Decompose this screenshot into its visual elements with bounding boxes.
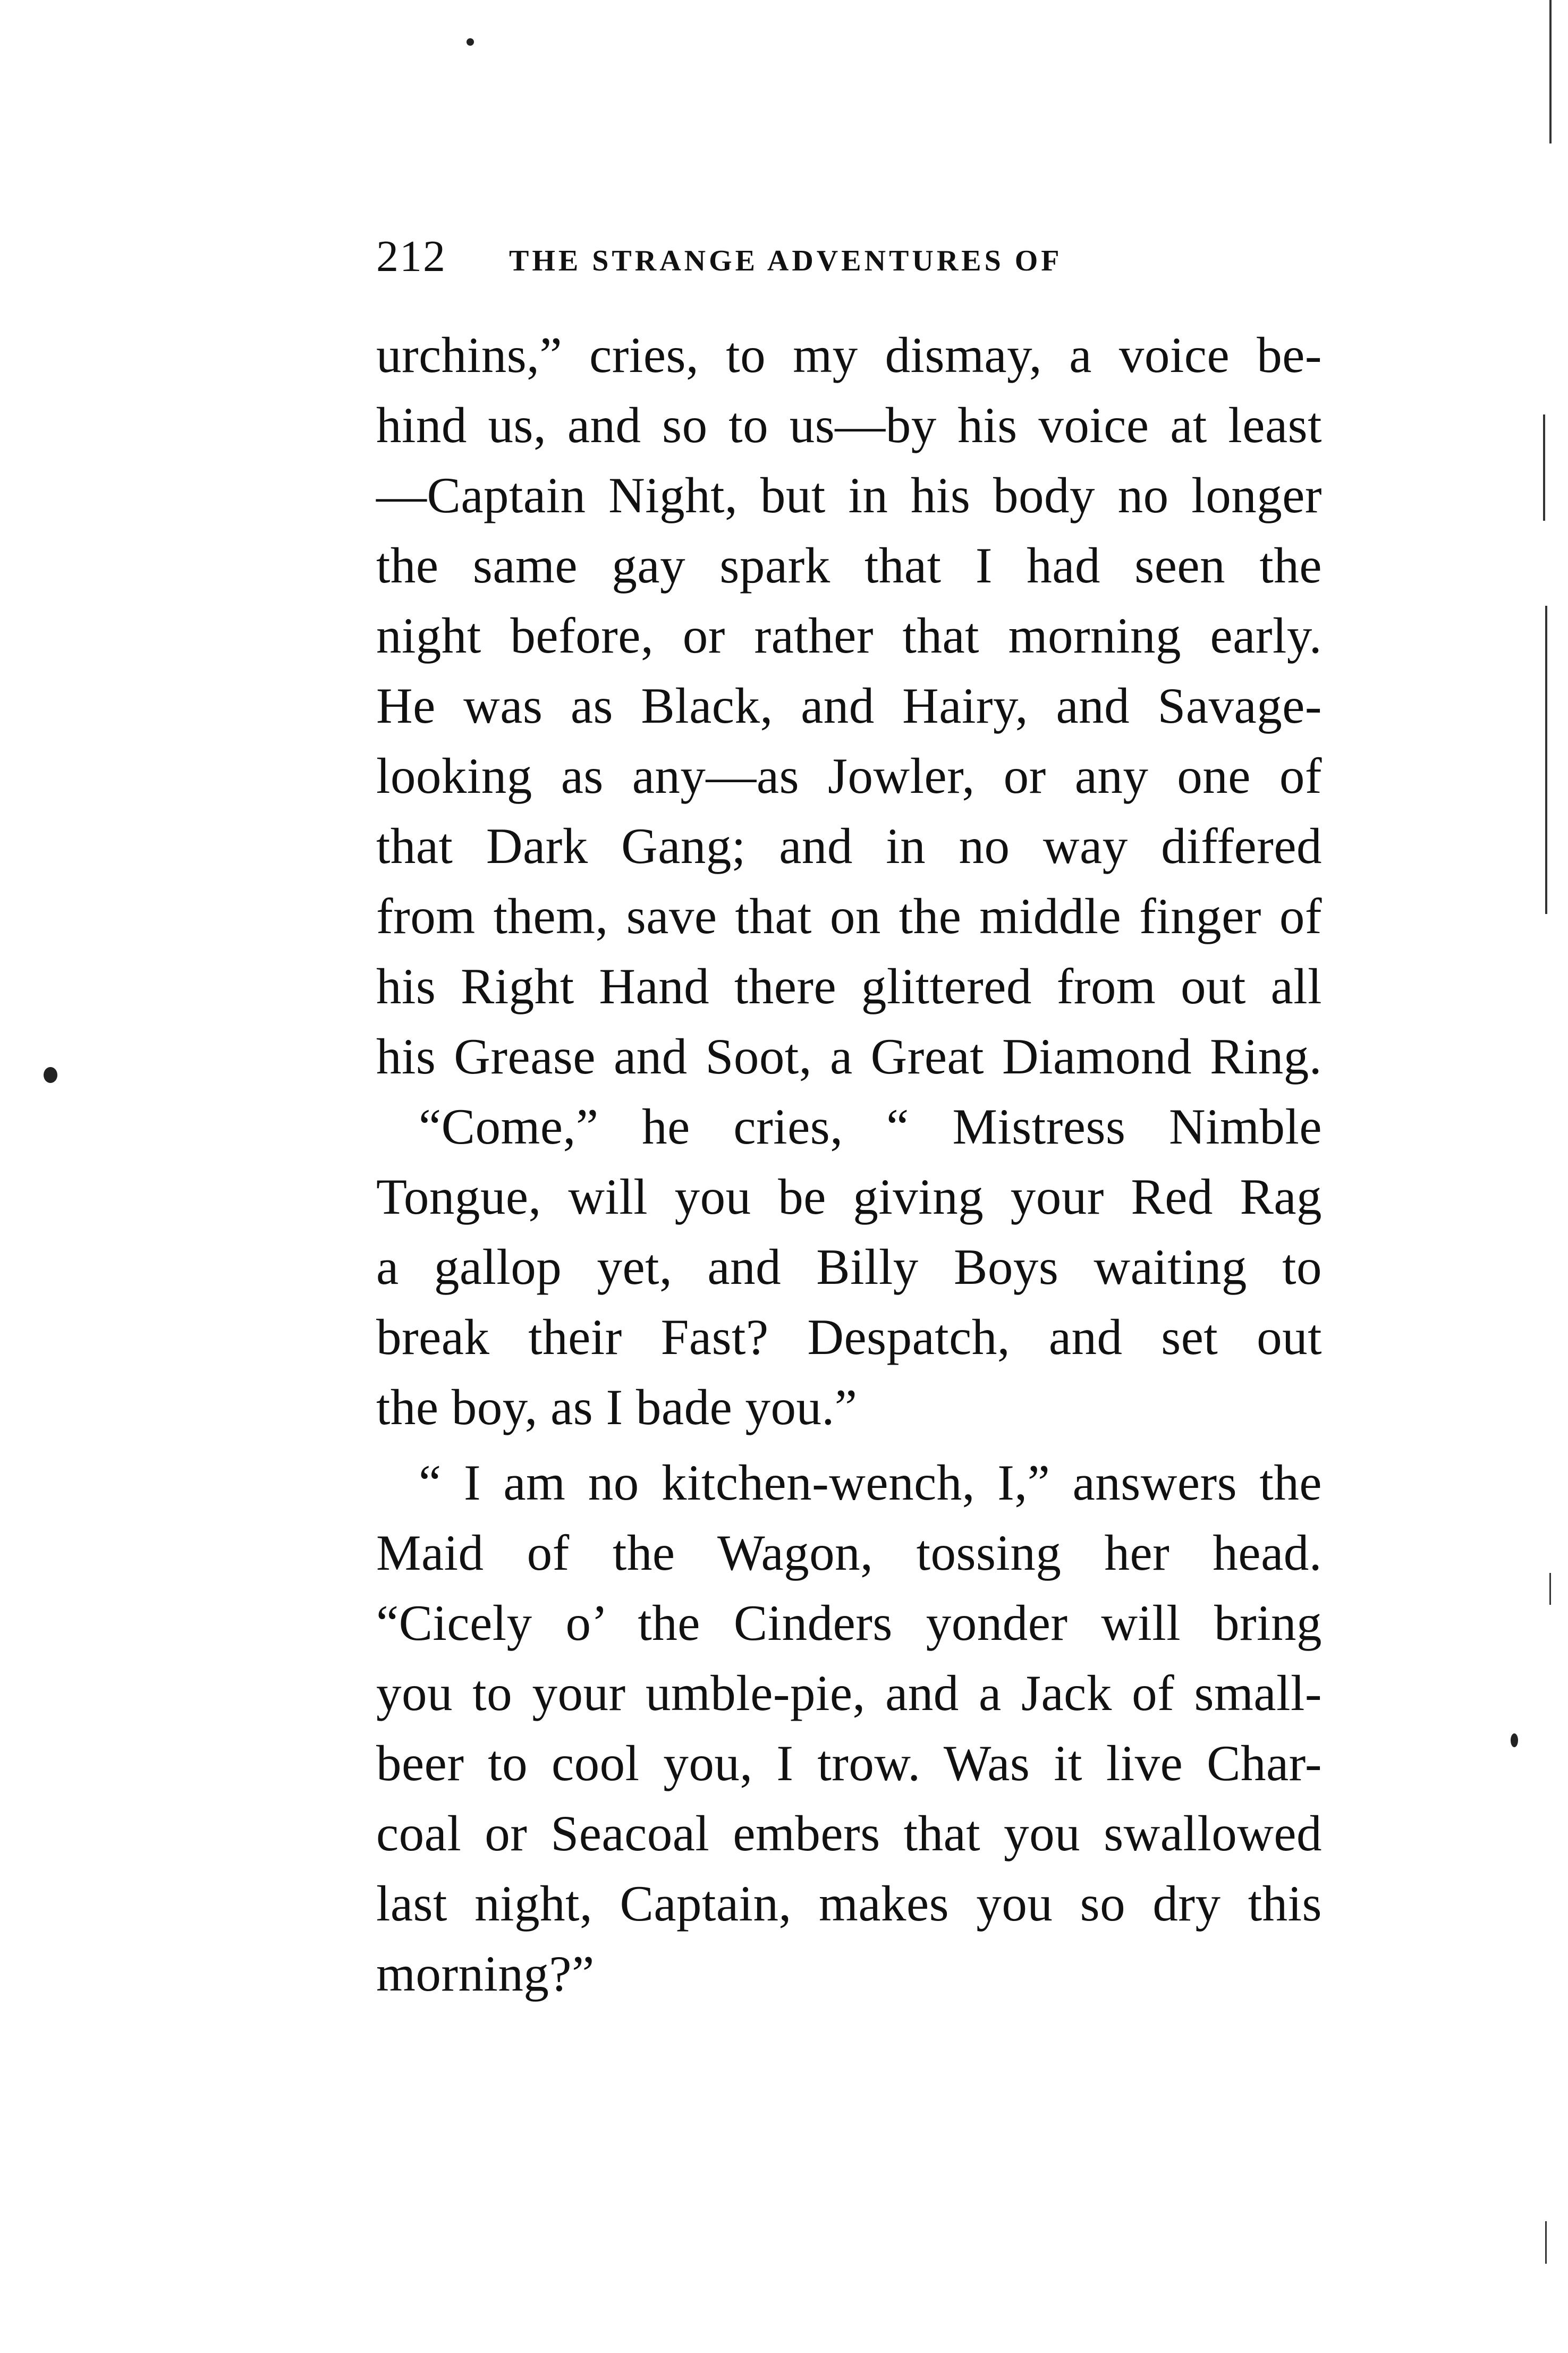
page-number: 212 bbox=[376, 232, 446, 281]
text-line: looking as any—as Jowler, or any one of bbox=[376, 748, 1322, 804]
text-line: “Cicely o’ the Cinders yonder will bring bbox=[376, 1595, 1322, 1651]
text-line: He was as Black, and Hairy, and Savage- bbox=[376, 678, 1322, 734]
text-line: a gallop yet, and Billy Boys waiting to bbox=[376, 1239, 1322, 1295]
scan-edge-line-1 bbox=[1549, 0, 1552, 143]
text-line-paragraph-start: “ I am no kitchen-wench, I,” answers the bbox=[419, 1454, 1322, 1511]
text-line: Maid of the Wagon, tossing her head. bbox=[376, 1525, 1322, 1581]
text-line: you to your umble-pie, and a Jack of small- bbox=[376, 1665, 1322, 1721]
scan-edge-line-2 bbox=[1543, 414, 1545, 521]
text-line: his Right Hand there glittered from out all bbox=[376, 958, 1322, 1014]
text-line: the same gay spark that I had seen the bbox=[376, 537, 1322, 594]
text-line: Tongue, will you be giving your Red Rag bbox=[376, 1169, 1322, 1225]
text-line-paragraph-end: the boy, as I bade you.” bbox=[376, 1379, 858, 1435]
ink-dot-left-margin bbox=[44, 1067, 57, 1083]
text-line: beer to cool you, I trow. Was it live Char- bbox=[376, 1735, 1322, 1791]
running-title: THE STRANGE ADVENTURES OF bbox=[509, 244, 1063, 277]
ink-mark-right-margin bbox=[1511, 1733, 1518, 1747]
body-text bbox=[376, 320, 1322, 2009]
ink-dot-top bbox=[467, 38, 474, 46]
text-line: night before, or rather that morning early. bbox=[376, 607, 1322, 664]
text-line: hind us, and so to us—by his voice at least bbox=[376, 397, 1322, 453]
text-line: last night, Captain, makes you so dry this bbox=[376, 1875, 1322, 1932]
scan-edge-line-3 bbox=[1545, 606, 1547, 914]
text-line: break their Fast? Despatch, and set out bbox=[376, 1309, 1322, 1365]
text-line-paragraph-end: morning?” bbox=[376, 1945, 595, 2002]
text-line: from them, save that on the middle finger of bbox=[376, 888, 1322, 944]
scan-edge-line-4 bbox=[1549, 1573, 1551, 1605]
text-line: coal or Seacoal embers that you swallowed bbox=[376, 1805, 1322, 1861]
text-line: that Dark Gang; and in no way differed bbox=[376, 818, 1322, 874]
text-line: his Grease and Soot, a Great Diamond Ring. bbox=[376, 1028, 1322, 1085]
text-line: —Captain Night, but in his body no longer bbox=[376, 467, 1322, 523]
text-line-paragraph-start: “Come,” he cries, “ Mistress Nimble bbox=[419, 1098, 1322, 1155]
scan-edge-line-5 bbox=[1545, 2221, 1547, 2264]
page-header bbox=[376, 227, 1322, 286]
text-line: urchins,” cries, to my dismay, a voice be- bbox=[376, 327, 1322, 383]
